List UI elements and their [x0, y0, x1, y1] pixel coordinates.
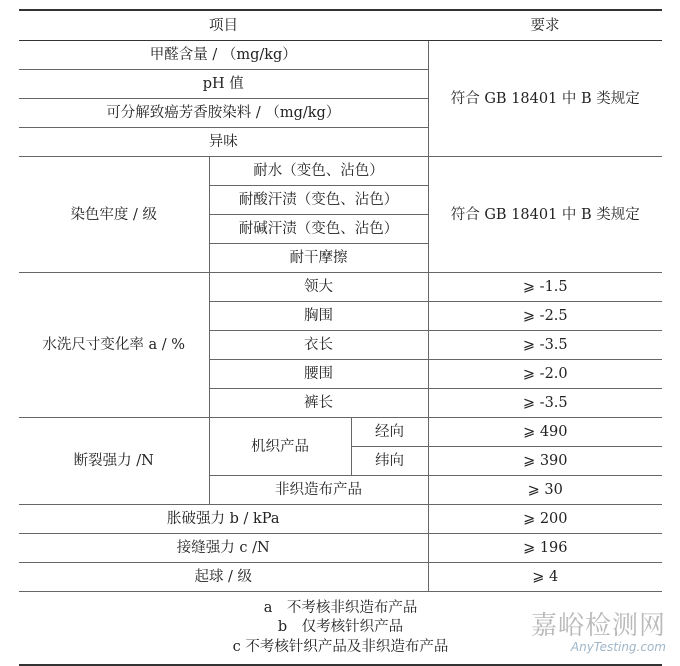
row-chest: 胸围 — [209, 302, 428, 331]
requirements-table-wrapper — [19, 9, 662, 666]
row-formaldehyde: 甲醛含量 / （mg/kg） — [19, 41, 428, 70]
group2-label: 染色牢度 / 级 — [19, 157, 209, 273]
requirements-table — [19, 9, 662, 666]
note-b: b 仅考核针织产品 — [277, 619, 404, 636]
group2-requirement: 符合 GB 18401 中 B 类规定 — [428, 157, 662, 273]
row-dry-rubbing: 耐干摩擦 — [209, 244, 428, 273]
value-bursting: ⩾ 200 — [428, 505, 662, 534]
row-weft: 纬向 — [351, 447, 428, 476]
note-a: a 不考核非织造布产品 — [263, 599, 418, 616]
group1-requirement: 符合 GB 18401 中 B 类规定 — [428, 41, 662, 157]
table-row — [19, 563, 662, 592]
value-collar: ⩾ -1.5 — [428, 273, 662, 302]
row-collar: 领大 — [209, 273, 428, 302]
woven-label: 机织产品 — [209, 418, 351, 476]
table-row — [19, 157, 662, 186]
row-trouser-length: 裤长 — [209, 389, 428, 418]
header-item: 项目 — [19, 10, 428, 41]
value-chest: ⩾ -2.5 — [428, 302, 662, 331]
row-acid-sweat: 耐酸汗渍（变色、沾色） — [209, 186, 428, 215]
table-header-row — [19, 10, 662, 41]
value-length: ⩾ -3.5 — [428, 331, 662, 360]
row-alkali-sweat: 耐碱汗渍（变色、沾色） — [209, 215, 428, 244]
value-nonwoven: ⩾ 30 — [428, 476, 662, 505]
note-c: c 不考核针织产品及非织造布产品 — [232, 638, 449, 655]
value-seam: ⩾ 196 — [428, 534, 662, 563]
row-warp: 经向 — [351, 418, 428, 447]
group3-label: 水洗尺寸变化率 a / % — [19, 273, 209, 418]
watermark-main: 嘉峪检测网 — [530, 611, 666, 641]
row-pilling: 起球 / 级 — [19, 563, 428, 592]
watermark-sub: AnyTesting.com — [570, 640, 666, 654]
row-seam: 接缝强力 c /N — [19, 534, 428, 563]
row-water: 耐水（变色、沾色） — [209, 157, 428, 186]
watermark — [531, 611, 666, 653]
value-trouser-length: ⩾ -3.5 — [428, 389, 662, 418]
row-waist: 腰围 — [209, 360, 428, 389]
table-row — [19, 534, 662, 563]
value-waist: ⩾ -2.0 — [428, 360, 662, 389]
table-row — [19, 505, 662, 534]
table-row — [19, 418, 662, 447]
table-row — [19, 41, 662, 70]
group4-label: 断裂强力 /N — [19, 418, 209, 505]
header-requirement: 要求 — [428, 10, 662, 41]
value-weft: ⩾ 390 — [428, 447, 662, 476]
row-ph: pH 值 — [19, 70, 428, 99]
row-bursting: 胀破强力 b / kPa — [19, 505, 428, 534]
value-pilling: ⩾ 4 — [428, 563, 662, 592]
table-row — [19, 273, 662, 302]
row-azo-dyes: 可分解致癌芳香胺染料 / （mg/kg） — [19, 99, 428, 128]
row-length: 衣长 — [209, 331, 428, 360]
value-warp: ⩾ 490 — [428, 418, 662, 447]
row-odor: 异味 — [19, 128, 428, 157]
row-nonwoven: 非织造布产品 — [209, 476, 428, 505]
